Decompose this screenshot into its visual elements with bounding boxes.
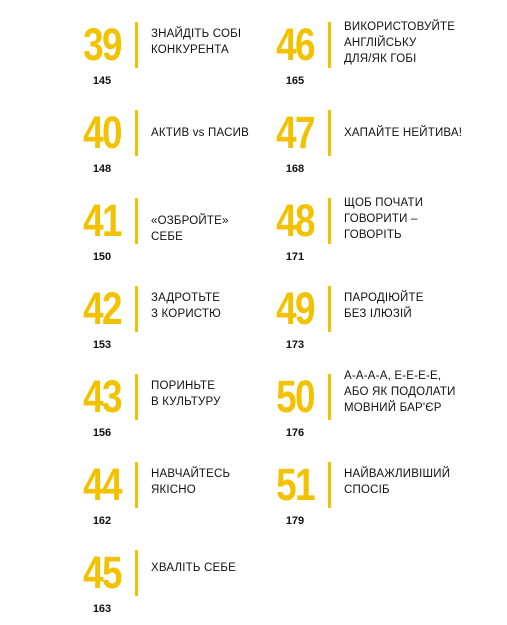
- chapter-title: ХВАЛІТЬ СЕБЕ: [151, 562, 236, 574]
- separator-bar: [135, 198, 138, 244]
- page-number: 179: [285, 515, 305, 527]
- chapter-title: ЗАДРОТЬТЕ З КОРИСТЮ: [151, 292, 221, 320]
- separator-bar: [328, 110, 331, 156]
- chapter-title: ВИКОРИСТОВУЙТЕ АНГЛІЙСЬКУ ДЛЯ/ЯК ГОБІ: [344, 21, 456, 65]
- toc-entry[interactable]: [268, 459, 488, 532]
- chapter-title: ПОРИНЬТЕ В КУЛЬТУРУ: [151, 380, 221, 408]
- page-number: 163: [92, 603, 112, 615]
- chapter-title: АКТИВ vs ПАСИВ: [151, 127, 249, 139]
- chapter-title: «ОЗБРОЙТЕ» СЕБЕ: [151, 215, 229, 243]
- separator-bar: [135, 286, 138, 332]
- separator-bar: [328, 286, 331, 332]
- chapter-number: 48: [276, 195, 314, 246]
- page-number: 176: [285, 427, 305, 439]
- chapter-number: 41: [83, 195, 121, 246]
- page-number: 162: [92, 515, 112, 527]
- chapter-number: 39: [83, 19, 121, 70]
- chapter-number: 42: [83, 283, 121, 334]
- chapter-number: 51: [276, 459, 314, 510]
- toc-entry[interactable]: [268, 107, 488, 180]
- separator-bar: [328, 198, 331, 244]
- toc-entry[interactable]: [75, 107, 255, 180]
- chapter-number: 45: [83, 547, 121, 598]
- toc-entry[interactable]: [75, 547, 255, 620]
- toc-entry[interactable]: [75, 195, 255, 268]
- page-number: 150: [92, 251, 112, 263]
- toc-entry[interactable]: [268, 283, 488, 356]
- page-number: 168: [285, 163, 305, 175]
- page-number: 165: [285, 75, 305, 87]
- chapter-number: 43: [83, 371, 121, 422]
- separator-bar: [328, 462, 331, 508]
- separator-bar: [135, 550, 138, 596]
- chapter-number: 47: [276, 107, 314, 158]
- chapter-title: ХАПАЙТЕ НЕЙТИВА!: [344, 127, 463, 139]
- separator-bar: [135, 22, 138, 68]
- chapter-title: ЩОБ ПОЧАТИ ГОВОРИТИ – ГОВОРІТЬ: [344, 197, 424, 241]
- separator-bar: [135, 462, 138, 508]
- separator-bar: [135, 110, 138, 156]
- separator-bar: [328, 22, 331, 68]
- chapter-title: ЗНАЙДІТЬ СОБІ КОНКУРЕНТА: [151, 28, 242, 56]
- page-number: 153: [92, 339, 112, 351]
- toc-entry[interactable]: [268, 370, 488, 444]
- separator-bar: [328, 374, 331, 420]
- toc-entry[interactable]: [75, 459, 255, 532]
- chapter-number: 50: [276, 371, 314, 422]
- chapter-title: НАВЧАЙТЕСЬ ЯКІСНО: [151, 468, 231, 496]
- chapter-title: А-А-А-А, Е-Е-Е-Е, АБО ЯК ПОДОЛАТИ МОВНИЙ БАР'ЄР: [344, 370, 456, 414]
- separator-bar: [135, 374, 138, 420]
- chapter-number: 49: [276, 283, 314, 334]
- toc-entry[interactable]: [75, 19, 255, 92]
- chapter-title: НАЙВАЖЛИВІШИЙ СПОСІБ: [344, 468, 451, 496]
- page-number: 173: [285, 339, 305, 351]
- chapter-number: 40: [83, 107, 121, 158]
- toc-entry[interactable]: [268, 195, 488, 268]
- page-number: 145: [92, 75, 112, 87]
- page-number: 156: [92, 427, 112, 439]
- page-number: 171: [285, 251, 305, 263]
- toc-entry[interactable]: [75, 371, 255, 444]
- chapter-title: ПАРОДІЮЙТЕ БЕЗ ІЛЮЗІЙ: [344, 292, 424, 320]
- page-number: 148: [92, 163, 112, 175]
- toc-entry[interactable]: [75, 283, 255, 356]
- chapter-number: 46: [276, 19, 314, 70]
- toc-entry[interactable]: [268, 19, 488, 92]
- chapter-number: 44: [83, 459, 121, 510]
